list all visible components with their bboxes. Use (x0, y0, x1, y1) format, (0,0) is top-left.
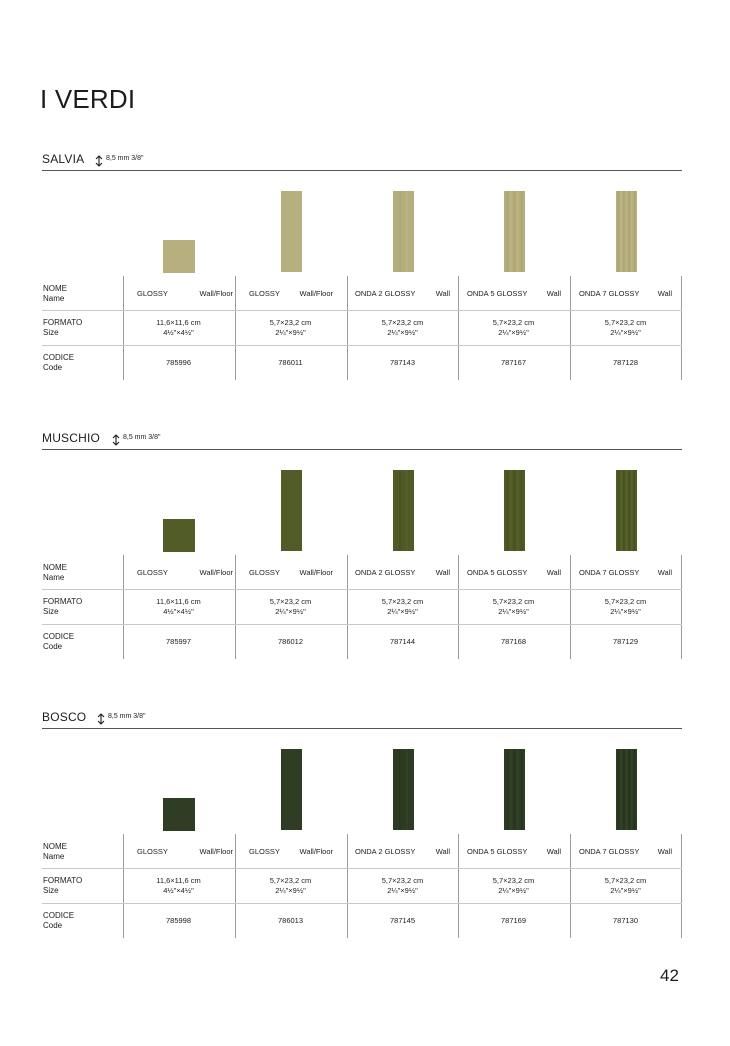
product-code: 787169 (500, 916, 527, 925)
product-size-in: 2¼"×9½" (610, 328, 641, 337)
tile-swatch-plain (281, 749, 302, 835)
tile-swatch-plain (281, 470, 302, 556)
product-name-cell (579, 568, 672, 578)
product-code: 786011 (278, 358, 303, 367)
tile-swatch-square (163, 519, 195, 557)
product-section-bosco (42, 712, 682, 952)
tile-swatch-onda7 (616, 470, 637, 556)
tile-swatch-onda5 (504, 749, 525, 835)
product-size-in: 2¼"×9½" (387, 607, 418, 616)
product-size-cell (458, 597, 569, 617)
product-name: GLOSSY (249, 847, 280, 856)
product-code: 787143 (389, 358, 416, 367)
product-size-cm: 5,7×23,2 cm (604, 318, 647, 327)
product-use: Wall (546, 568, 561, 577)
product-size-in: 2¼"×9½" (275, 328, 306, 337)
row-divider (42, 624, 682, 625)
product-code: 787168 (500, 637, 527, 646)
label-italian: CODICE (43, 353, 75, 362)
section-header (42, 433, 682, 450)
product-size-cell (235, 318, 346, 338)
product-size-cm: 11,6×11,6 cm (156, 597, 201, 606)
tile-swatch-onda2 (393, 470, 414, 556)
product-name: GLOSSY (249, 568, 280, 577)
label-italian: FORMATO (43, 876, 83, 885)
product-name-cell (467, 847, 561, 857)
tile-swatch-onda2 (393, 191, 414, 277)
product-use: Wall (657, 289, 672, 298)
product-use: Wall/Floor (299, 568, 333, 577)
product-size-cell (458, 876, 569, 896)
size-row-label (43, 876, 82, 896)
thickness-label: 8,5 mm 3/8" (106, 155, 144, 162)
row-divider (42, 589, 682, 590)
row-divider (42, 345, 682, 346)
product-size-cell (570, 318, 681, 338)
product-code: 785996 (165, 358, 192, 367)
product-use: Wall (435, 289, 450, 298)
label-english: Name (43, 294, 65, 303)
tile-swatch-square (163, 798, 195, 836)
label-italian: CODICE (43, 632, 75, 641)
product-use: Wall (435, 568, 450, 577)
product-size-cell (347, 597, 458, 617)
product-size-in: 4½"×4½" (163, 886, 194, 895)
product-size-in: 2¼"×9½" (610, 607, 641, 616)
product-use: Wall (657, 568, 672, 577)
label-english: Size (43, 607, 59, 616)
page-number: 42 (660, 966, 679, 985)
product-size-in: 2¼"×9½" (275, 886, 306, 895)
product-size-in: 2¼"×9½" (498, 886, 529, 895)
product-size-cm: 5,7×23,2 cm (381, 876, 424, 885)
vertical-double-arrow-icon (96, 712, 106, 724)
product-size-cm: 5,7×23,2 cm (381, 597, 424, 606)
product-section-salvia (42, 154, 682, 394)
product-size-cm: 5,7×23,2 cm (492, 876, 535, 885)
column-divider (681, 276, 682, 380)
product-name: ONDA 7 GLOSSY (579, 568, 640, 577)
product-size-cm: 11,6×11,6 cm (156, 876, 201, 885)
tile-swatch-square (163, 240, 195, 278)
product-size-cm: 5,7×23,2 cm (492, 318, 535, 327)
product-name: ONDA 5 GLOSSY (467, 568, 528, 577)
product-size-cell (347, 876, 458, 896)
product-size-in: 2¼"×9½" (387, 886, 418, 895)
product-size-cell (123, 876, 234, 896)
product-use: Wall/Floor (199, 289, 233, 298)
name-row-label (43, 563, 67, 583)
page-title: I VERDI (40, 84, 136, 114)
product-use: Wall/Floor (299, 847, 333, 856)
product-name: ONDA 5 GLOSSY (467, 847, 528, 856)
tile-swatch-onda5 (504, 191, 525, 277)
product-size-in: 2¼"×9½" (498, 328, 529, 337)
product-size-cell (570, 597, 681, 617)
product-size-cell (347, 318, 458, 338)
label-english: Code (43, 642, 63, 651)
product-size-cm: 11,6×11,6 cm (156, 318, 201, 327)
product-name: ONDA 7 GLOSSY (579, 847, 640, 856)
row-divider (42, 868, 682, 869)
row-divider (42, 903, 682, 904)
product-name: ONDA 2 GLOSSY (355, 847, 416, 856)
name-row-label (43, 284, 67, 304)
product-size-cm: 5,7×23,2 cm (604, 876, 647, 885)
label-english: Code (43, 921, 63, 930)
label-italian: FORMATO (43, 597, 83, 606)
product-size-cell (123, 318, 234, 338)
product-name-cell (579, 289, 672, 299)
product-code: 787130 (612, 916, 639, 925)
product-name-cell (579, 847, 672, 857)
product-use: Wall (546, 289, 561, 298)
product-name-cell (137, 568, 233, 578)
thickness-label: 8,5 mm 3/8" (123, 434, 161, 441)
product-code: 787128 (612, 358, 639, 367)
label-english: Size (43, 328, 59, 337)
product-size-cell (235, 876, 346, 896)
code-row-label (43, 632, 74, 652)
product-name: ONDA 2 GLOSSY (355, 289, 416, 298)
product-name-cell (249, 289, 333, 299)
tile-swatch-onda7 (616, 749, 637, 835)
section-name: SALVIA (42, 152, 85, 166)
section-header (42, 712, 682, 729)
product-name: GLOSSY (249, 289, 280, 298)
product-name-cell (467, 568, 561, 578)
label-italian: CODICE (43, 911, 75, 920)
product-name-cell (249, 568, 333, 578)
product-use: Wall/Floor (199, 568, 233, 577)
product-use: Wall (657, 847, 672, 856)
product-code: 787167 (500, 358, 527, 367)
product-name: ONDA 2 GLOSSY (355, 568, 416, 577)
section-name: MUSCHIO (42, 431, 101, 445)
product-code: 785998 (165, 916, 192, 925)
product-name-cell (137, 289, 233, 299)
code-row-label (43, 353, 74, 373)
product-code: 787144 (389, 637, 416, 646)
section-header (42, 154, 682, 171)
product-use: Wall (435, 847, 450, 856)
product-size-cm: 5,7×23,2 cm (492, 597, 535, 606)
name-row-label (43, 842, 67, 862)
product-size-cell (458, 318, 569, 338)
product-name: GLOSSY (137, 289, 168, 298)
label-english: Code (43, 363, 63, 372)
product-size-in: 4½"×4½" (163, 328, 194, 337)
product-name-cell (467, 289, 561, 299)
product-code: 787129 (612, 637, 639, 646)
product-size-cell (570, 876, 681, 896)
product-use: Wall (546, 847, 561, 856)
vertical-double-arrow-icon (111, 433, 121, 445)
product-use: Wall/Floor (299, 289, 333, 298)
product-size-cell (235, 597, 346, 617)
product-name-cell (355, 847, 450, 857)
product-name-cell (137, 847, 233, 857)
product-use: Wall/Floor (199, 847, 233, 856)
tile-swatch-onda7 (616, 191, 637, 277)
product-size-in: 2¼"×9½" (610, 886, 641, 895)
product-size-cm: 5,7×23,2 cm (604, 597, 647, 606)
product-code: 786013 (277, 916, 304, 925)
product-name: GLOSSY (137, 568, 168, 577)
label-italian: NOME (43, 284, 67, 293)
label-italian: NOME (43, 842, 67, 851)
product-code: 785997 (165, 637, 192, 646)
section-name: BOSCO (42, 710, 87, 724)
product-size-in: 2¼"×9½" (498, 607, 529, 616)
product-section-muschio (42, 433, 682, 673)
product-code: 786012 (277, 637, 304, 646)
tile-swatch-plain (281, 191, 302, 277)
product-code: 787145 (389, 916, 416, 925)
product-size-cm: 5,7×23,2 cm (269, 318, 312, 327)
label-english: Size (43, 886, 59, 895)
product-size-in: 2¼"×9½" (387, 328, 418, 337)
tile-swatch-onda5 (504, 470, 525, 556)
thickness-label: 8,5 mm 3/8" (108, 713, 146, 720)
product-name-cell (355, 568, 450, 578)
product-name-cell (249, 847, 333, 857)
product-name: ONDA 5 GLOSSY (467, 289, 528, 298)
column-divider (681, 834, 682, 938)
label-italian: NOME (43, 563, 67, 572)
size-row-label (43, 318, 82, 338)
product-name-cell (355, 289, 450, 299)
vertical-double-arrow-icon (94, 154, 104, 166)
size-row-label (43, 597, 82, 617)
product-size-in: 2¼"×9½" (275, 607, 306, 616)
product-size-cm: 5,7×23,2 cm (269, 597, 312, 606)
column-divider (681, 555, 682, 659)
product-name: ONDA 7 GLOSSY (579, 289, 640, 298)
product-name: GLOSSY (137, 847, 168, 856)
label-english: Name (43, 852, 65, 861)
product-size-cm: 5,7×23,2 cm (381, 318, 424, 327)
code-row-label (43, 911, 74, 931)
row-divider (42, 310, 682, 311)
label-italian: FORMATO (43, 318, 83, 327)
product-size-cm: 5,7×23,2 cm (269, 876, 312, 885)
product-size-in: 4½"×4½" (163, 607, 194, 616)
tile-swatch-onda2 (393, 749, 414, 835)
product-size-cell (123, 597, 234, 617)
label-english: Name (43, 573, 65, 582)
